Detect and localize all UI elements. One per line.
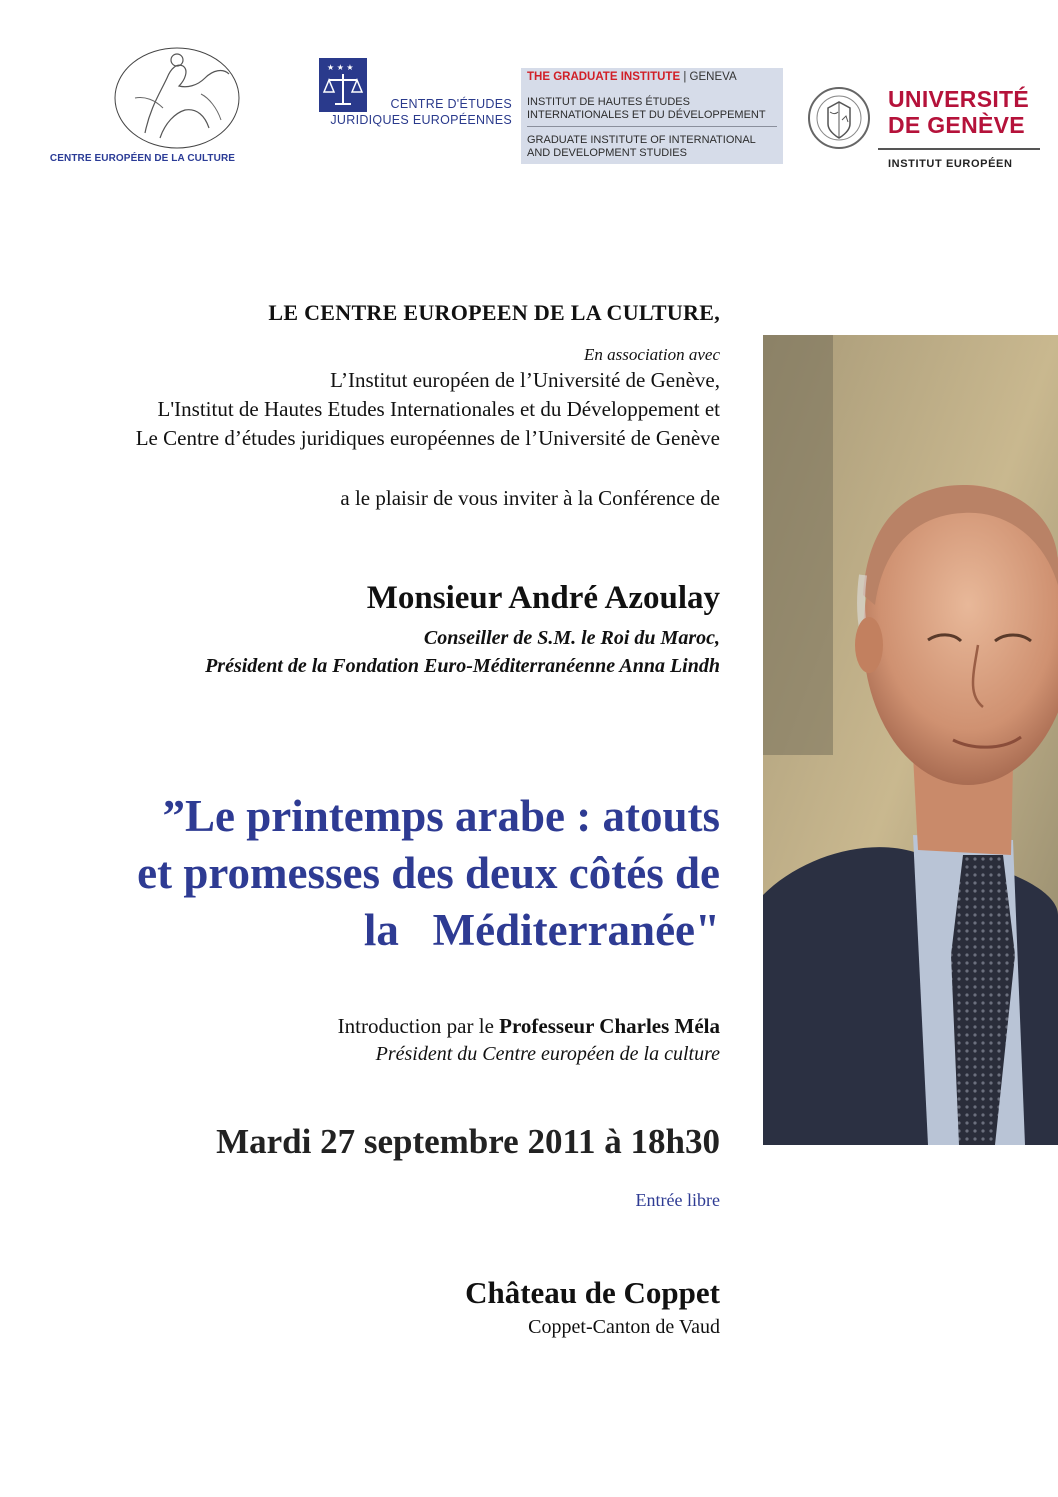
ceje-logo bbox=[316, 58, 516, 138]
portrait-photo bbox=[763, 335, 1058, 1145]
hei-en-line1: GRADUATE INSTITUTE OF INTERNATIONAL bbox=[527, 134, 756, 146]
graduate-institute-logo bbox=[521, 68, 783, 164]
talk-title bbox=[40, 788, 720, 959]
hei-en-line2: AND DEVELOPMENT STUDIES bbox=[527, 147, 687, 159]
unige-logo bbox=[806, 76, 1046, 176]
event-date: Mardi 27 septembre 2011 à 18h30 bbox=[216, 1122, 720, 1161]
talk-title-line: et promesses des deux côtés de bbox=[137, 848, 720, 898]
speaker-role: Président de la Fondation Euro-Méditerranéenne Anna Lindh bbox=[205, 655, 720, 677]
hei-separator: | bbox=[683, 71, 687, 83]
association-item: L’Institut européen de l’Université de Genève, bbox=[330, 368, 720, 392]
unige-name bbox=[888, 86, 1038, 138]
venue-place: Coppet-Canton de Vaud bbox=[528, 1316, 720, 1338]
association-list bbox=[136, 366, 720, 453]
ceje-name bbox=[316, 96, 512, 128]
org-title: LE CENTRE EUROPEEN DE LA CULTURE, bbox=[268, 300, 720, 325]
cec-caption: CENTRE EUROPÉEN DE LA CULTURE bbox=[49, 153, 236, 164]
introduction-role: Président du Centre européen de la culture bbox=[375, 1043, 720, 1065]
cec-emblem-icon bbox=[105, 38, 255, 168]
hei-city: GENEVA bbox=[689, 71, 737, 83]
unige-seal-icon bbox=[806, 80, 872, 166]
unige-line1: UNIVERSITÉ bbox=[888, 86, 1030, 112]
speaker-role: Conseiller de S.M. le Roi du Maroc, bbox=[423, 627, 720, 649]
unige-institute: INSTITUT EUROPÉEN bbox=[888, 158, 1013, 170]
introduction-person: Professeur Charles Méla bbox=[499, 1014, 720, 1038]
association-intro: En association avec bbox=[584, 345, 720, 364]
hei-title bbox=[527, 71, 737, 83]
introduction-line bbox=[338, 1014, 720, 1039]
entry-note: Entrée libre bbox=[635, 1190, 720, 1210]
unige-line2: DE GENÈVE bbox=[888, 112, 1025, 138]
introduction-prefix: Introduction par le bbox=[337, 1014, 500, 1038]
portrait-illustration bbox=[763, 335, 1058, 1145]
talk-title-line: la Méditerranée" bbox=[363, 905, 720, 955]
speaker-name: Monsieur André Azoulay bbox=[366, 580, 720, 616]
hei-fr-line1: INSTITUT DE HAUTES ÉTUDES bbox=[527, 96, 690, 108]
speaker-roles bbox=[205, 624, 720, 680]
svg-text:★ ★ ★: ★ ★ ★ bbox=[327, 63, 354, 72]
ceje-line2: JURIDIQUES EUROPÉENNES bbox=[330, 113, 512, 127]
hei-name: THE GRADUATE INSTITUTE bbox=[527, 71, 681, 83]
unige-divider bbox=[878, 148, 1040, 150]
hei-fr-line2: INTERNATIONALES ET DU DÉVELOPPEMENT bbox=[527, 109, 766, 121]
hei-french-name bbox=[527, 96, 779, 122]
association-item: Le Centre d’études juridiques européennes de l’Université de Genève bbox=[135, 426, 720, 450]
invitation-line: a le plaisir de vous inviter à la Conférence de bbox=[340, 486, 720, 510]
association-item: L'Institut de Hautes Etudes Internationales et du Développement et bbox=[157, 397, 720, 421]
hei-english-name bbox=[527, 134, 779, 160]
talk-title-line: ”Le printemps arabe : atouts bbox=[162, 791, 720, 841]
ceje-line1: CENTRE D'ÉTUDES bbox=[390, 97, 512, 111]
cec-logo bbox=[105, 38, 255, 168]
hei-divider bbox=[527, 126, 777, 127]
venue-name: Château de Coppet bbox=[465, 1275, 720, 1310]
